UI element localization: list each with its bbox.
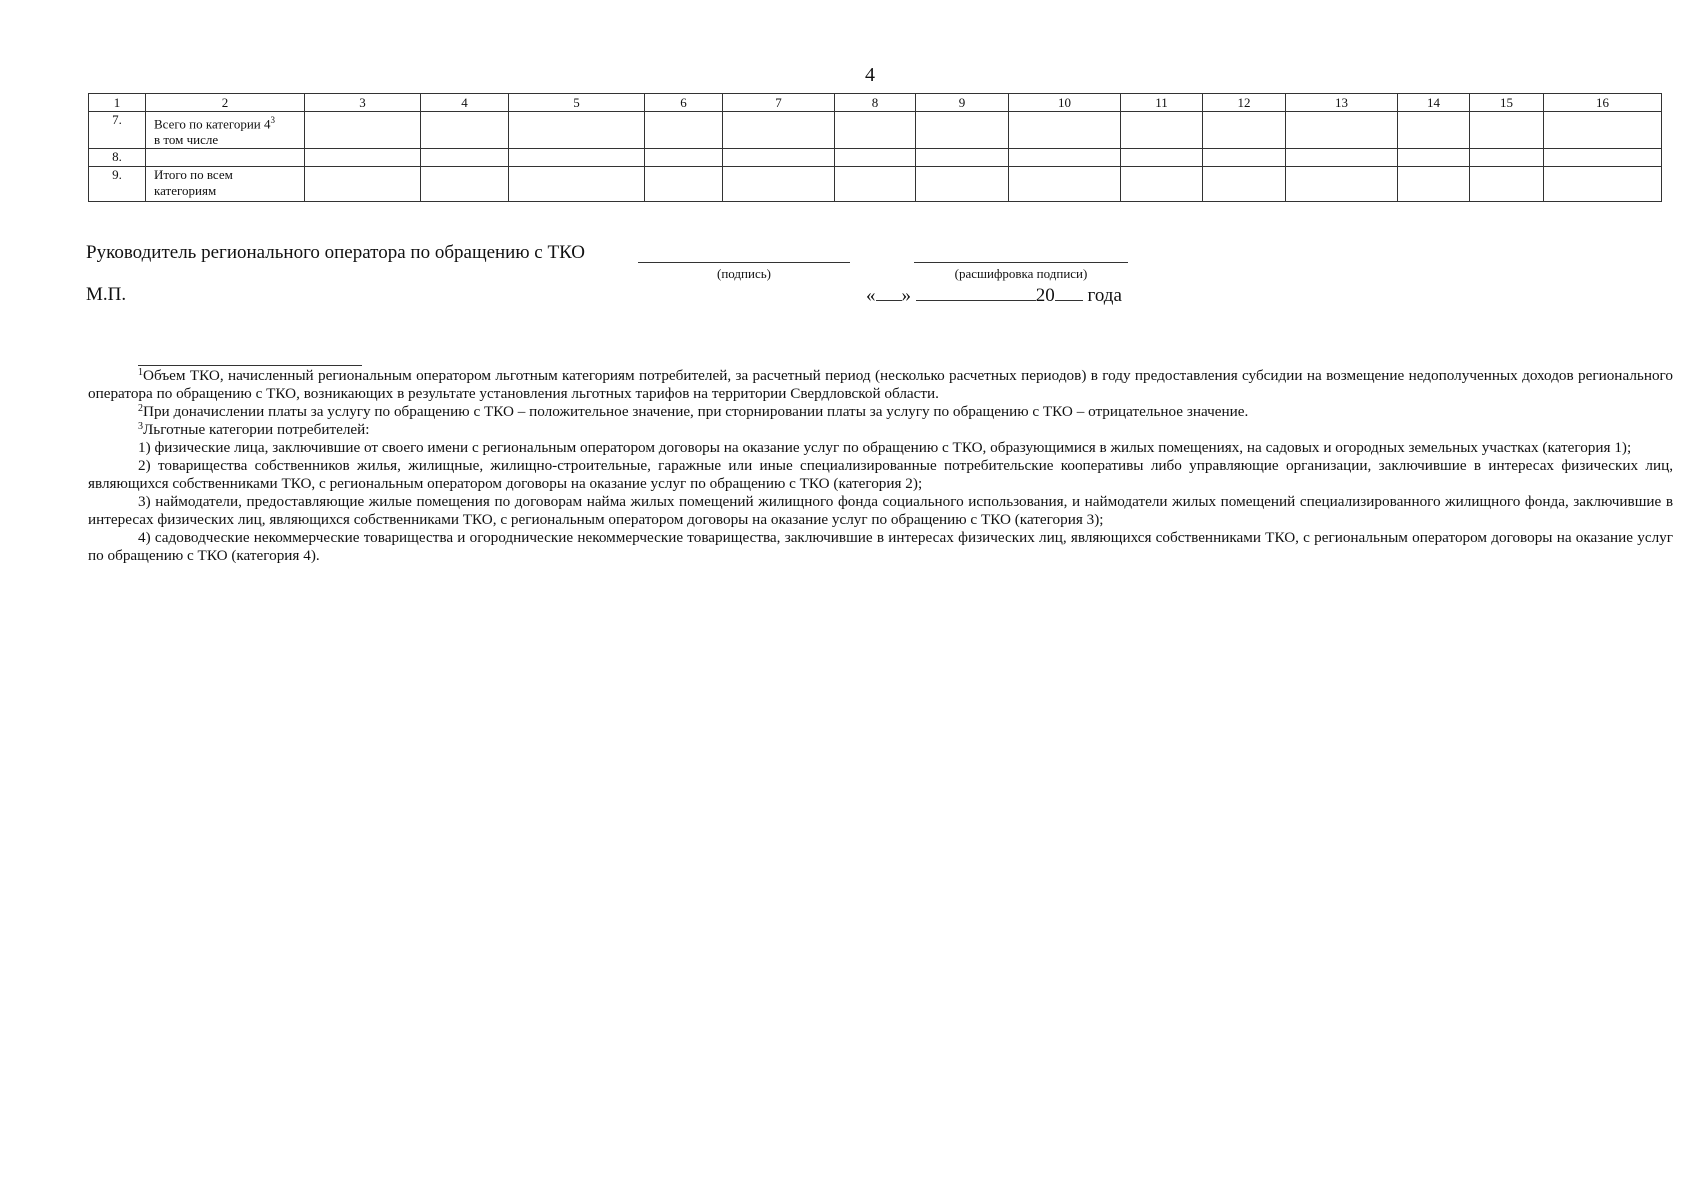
signature-label: Руководитель регионального оператора по обращению с ТКО [86, 242, 585, 263]
date-close-quote: » [901, 285, 911, 306]
data-cell [1121, 167, 1203, 202]
footnote-divider [138, 365, 362, 366]
report-table [88, 93, 1662, 202]
date-day-blank [876, 284, 902, 301]
column-number-cell: 14 [1398, 94, 1470, 112]
column-number-cell: 13 [1286, 94, 1398, 112]
data-cell [1398, 149, 1470, 167]
table-row [89, 167, 1662, 202]
data-cell [1203, 112, 1286, 149]
date-month-blank [916, 284, 1036, 301]
date-open-quote: « [866, 285, 876, 306]
table-row [89, 112, 1662, 149]
footnote: $^3$Льготные категории потребителей: [138, 421, 370, 438]
date-line [866, 284, 1122, 307]
row-label-text: Итого по всем [154, 167, 233, 183]
footnote-item: 2) товарищества собственников жилья, жилищные, жилищно-строительные, гаражные или иные специализированные потребительские кооперативы либо управляющие организации, заключившие в интересах физических лиц, являющихся собственниками ТКО, с региональным оператором договоры на оказание услуг по обращению с ТКО (категория 2); [88, 457, 1673, 492]
row-label-text-line2: в том числе [154, 132, 219, 148]
data-cell [916, 149, 1009, 167]
page-number: 4 [865, 64, 875, 86]
data-cell [509, 112, 645, 149]
row-label-text: Всего по категории 4 [154, 116, 271, 132]
data-cell [1009, 167, 1121, 202]
signature-caption: (подпись) [717, 266, 771, 281]
column-number-cell: 9 [916, 94, 1009, 112]
column-number-cell: 16 [1544, 94, 1662, 112]
footnotes [88, 367, 1673, 565]
signature-line [638, 262, 850, 263]
row-label-footnote-mark: 3 [270, 115, 276, 125]
row-label-text-line2: категориям [154, 183, 217, 199]
signature-decode-line [914, 262, 1128, 263]
footnote-item: 1) физические лица, заключившие от своего имени с региональным оператором договоры на оказание услуг по обращению с ТКО, образующимися в жилых помещениях, на садовых и огородных земельных участках (категория 1); [138, 439, 1632, 456]
data-cell [1121, 112, 1203, 149]
data-cell [509, 149, 645, 167]
column-number-cell: 1 [89, 94, 146, 112]
footnote: $^1$Объем ТКО, начисленный региональным оператором льготным категориям потребителей, за расчетный период (несколько расчетных периодов) в году предоставления субсидии на возмещение недополученных доходов регионального оператора по обращению с ТКО, возникающих в результате установления льготных тарифов на территории Свердловской области. [88, 367, 1673, 402]
data-cell [916, 112, 1009, 149]
data-cell [723, 112, 835, 149]
data-cell [1470, 112, 1544, 149]
data-cell [421, 149, 509, 167]
column-number-cell: 15 [1470, 94, 1544, 112]
data-cell [305, 167, 421, 202]
data-cell [1398, 112, 1470, 149]
column-number-cell: 12 [1203, 94, 1286, 112]
data-cell [1286, 112, 1398, 149]
data-cell [916, 167, 1009, 202]
column-number-cell: 6 [645, 94, 723, 112]
data-cell [1203, 149, 1286, 167]
data-cell [421, 167, 509, 202]
data-cell [1203, 167, 1286, 202]
column-number-cell: 11 [1121, 94, 1203, 112]
data-cell [1398, 167, 1470, 202]
row-number-cell: 8. [89, 149, 146, 167]
data-cell [645, 112, 723, 149]
column-number-cell: 8 [835, 94, 916, 112]
data-cell [835, 167, 916, 202]
data-cell [305, 149, 421, 167]
data-cell [305, 112, 421, 149]
column-number-cell: 7 [723, 94, 835, 112]
data-cell [1286, 167, 1398, 202]
data-cell [1470, 149, 1544, 167]
table-row [89, 149, 1662, 167]
data-cell [1286, 149, 1398, 167]
footnote-item: 4) садоводческие некоммерческие товарищества и огороднические некоммерческие товарищества, заключившие в интересах физических лиц, являющихся собственниками ТКО, с региональным оператором договоры на оказание услуг по обращению с ТКО (категория 4). [88, 529, 1673, 564]
date-suffix: года [1087, 285, 1122, 306]
column-number-cell: 2 [146, 94, 305, 112]
column-number-cell: 10 [1009, 94, 1121, 112]
data-cell [723, 149, 835, 167]
data-cell [1009, 149, 1121, 167]
data-cell [835, 112, 916, 149]
footnote-item: 3) наймодатели, предоставляющие жилые помещения по договорам найма жилых помещений жилищного фонда социального использования, и наймодатели жилых помещений специализированного жилищного фонда, заключившие в интересах физических лиц, являющихся собственниками ТКО, с региональным оператором договоры на оказание услуг по обращению с ТКО (категория 3); [88, 493, 1673, 528]
data-cell [835, 149, 916, 167]
data-cell [1470, 167, 1544, 202]
column-number-cell: 4 [421, 94, 509, 112]
row-number-cell: 7. [89, 112, 146, 149]
date-year-prefix: 20 [1035, 285, 1055, 306]
signature-block [86, 242, 1186, 312]
data-cell [645, 149, 723, 167]
data-cell [723, 167, 835, 202]
signature-decode-caption: (расшифровка подписи) [954, 266, 1088, 281]
data-cell [1121, 149, 1203, 167]
stamp-mark: М.П. [86, 284, 127, 305]
row-label-cell [146, 112, 305, 149]
data-cell [1009, 112, 1121, 149]
column-number-row [89, 94, 1662, 112]
row-label-cell [146, 167, 305, 202]
date-year-blank [1055, 284, 1083, 301]
data-cell [421, 112, 509, 149]
footnote: $^2$При доначислении платы за услугу по обращению с ТКО – положительное значение, при сторнировании платы за услугу по обращению с ТКО – отрицательное значение. [138, 403, 1249, 420]
data-cell [645, 167, 723, 202]
column-number-cell: 3 [305, 94, 421, 112]
row-number-cell: 9. [89, 167, 146, 202]
data-cell [509, 167, 645, 202]
column-number-cell: 5 [509, 94, 645, 112]
row-label-cell [146, 149, 305, 167]
data-cell [1544, 167, 1662, 202]
data-cell [1544, 149, 1662, 167]
data-cell [1544, 112, 1662, 149]
